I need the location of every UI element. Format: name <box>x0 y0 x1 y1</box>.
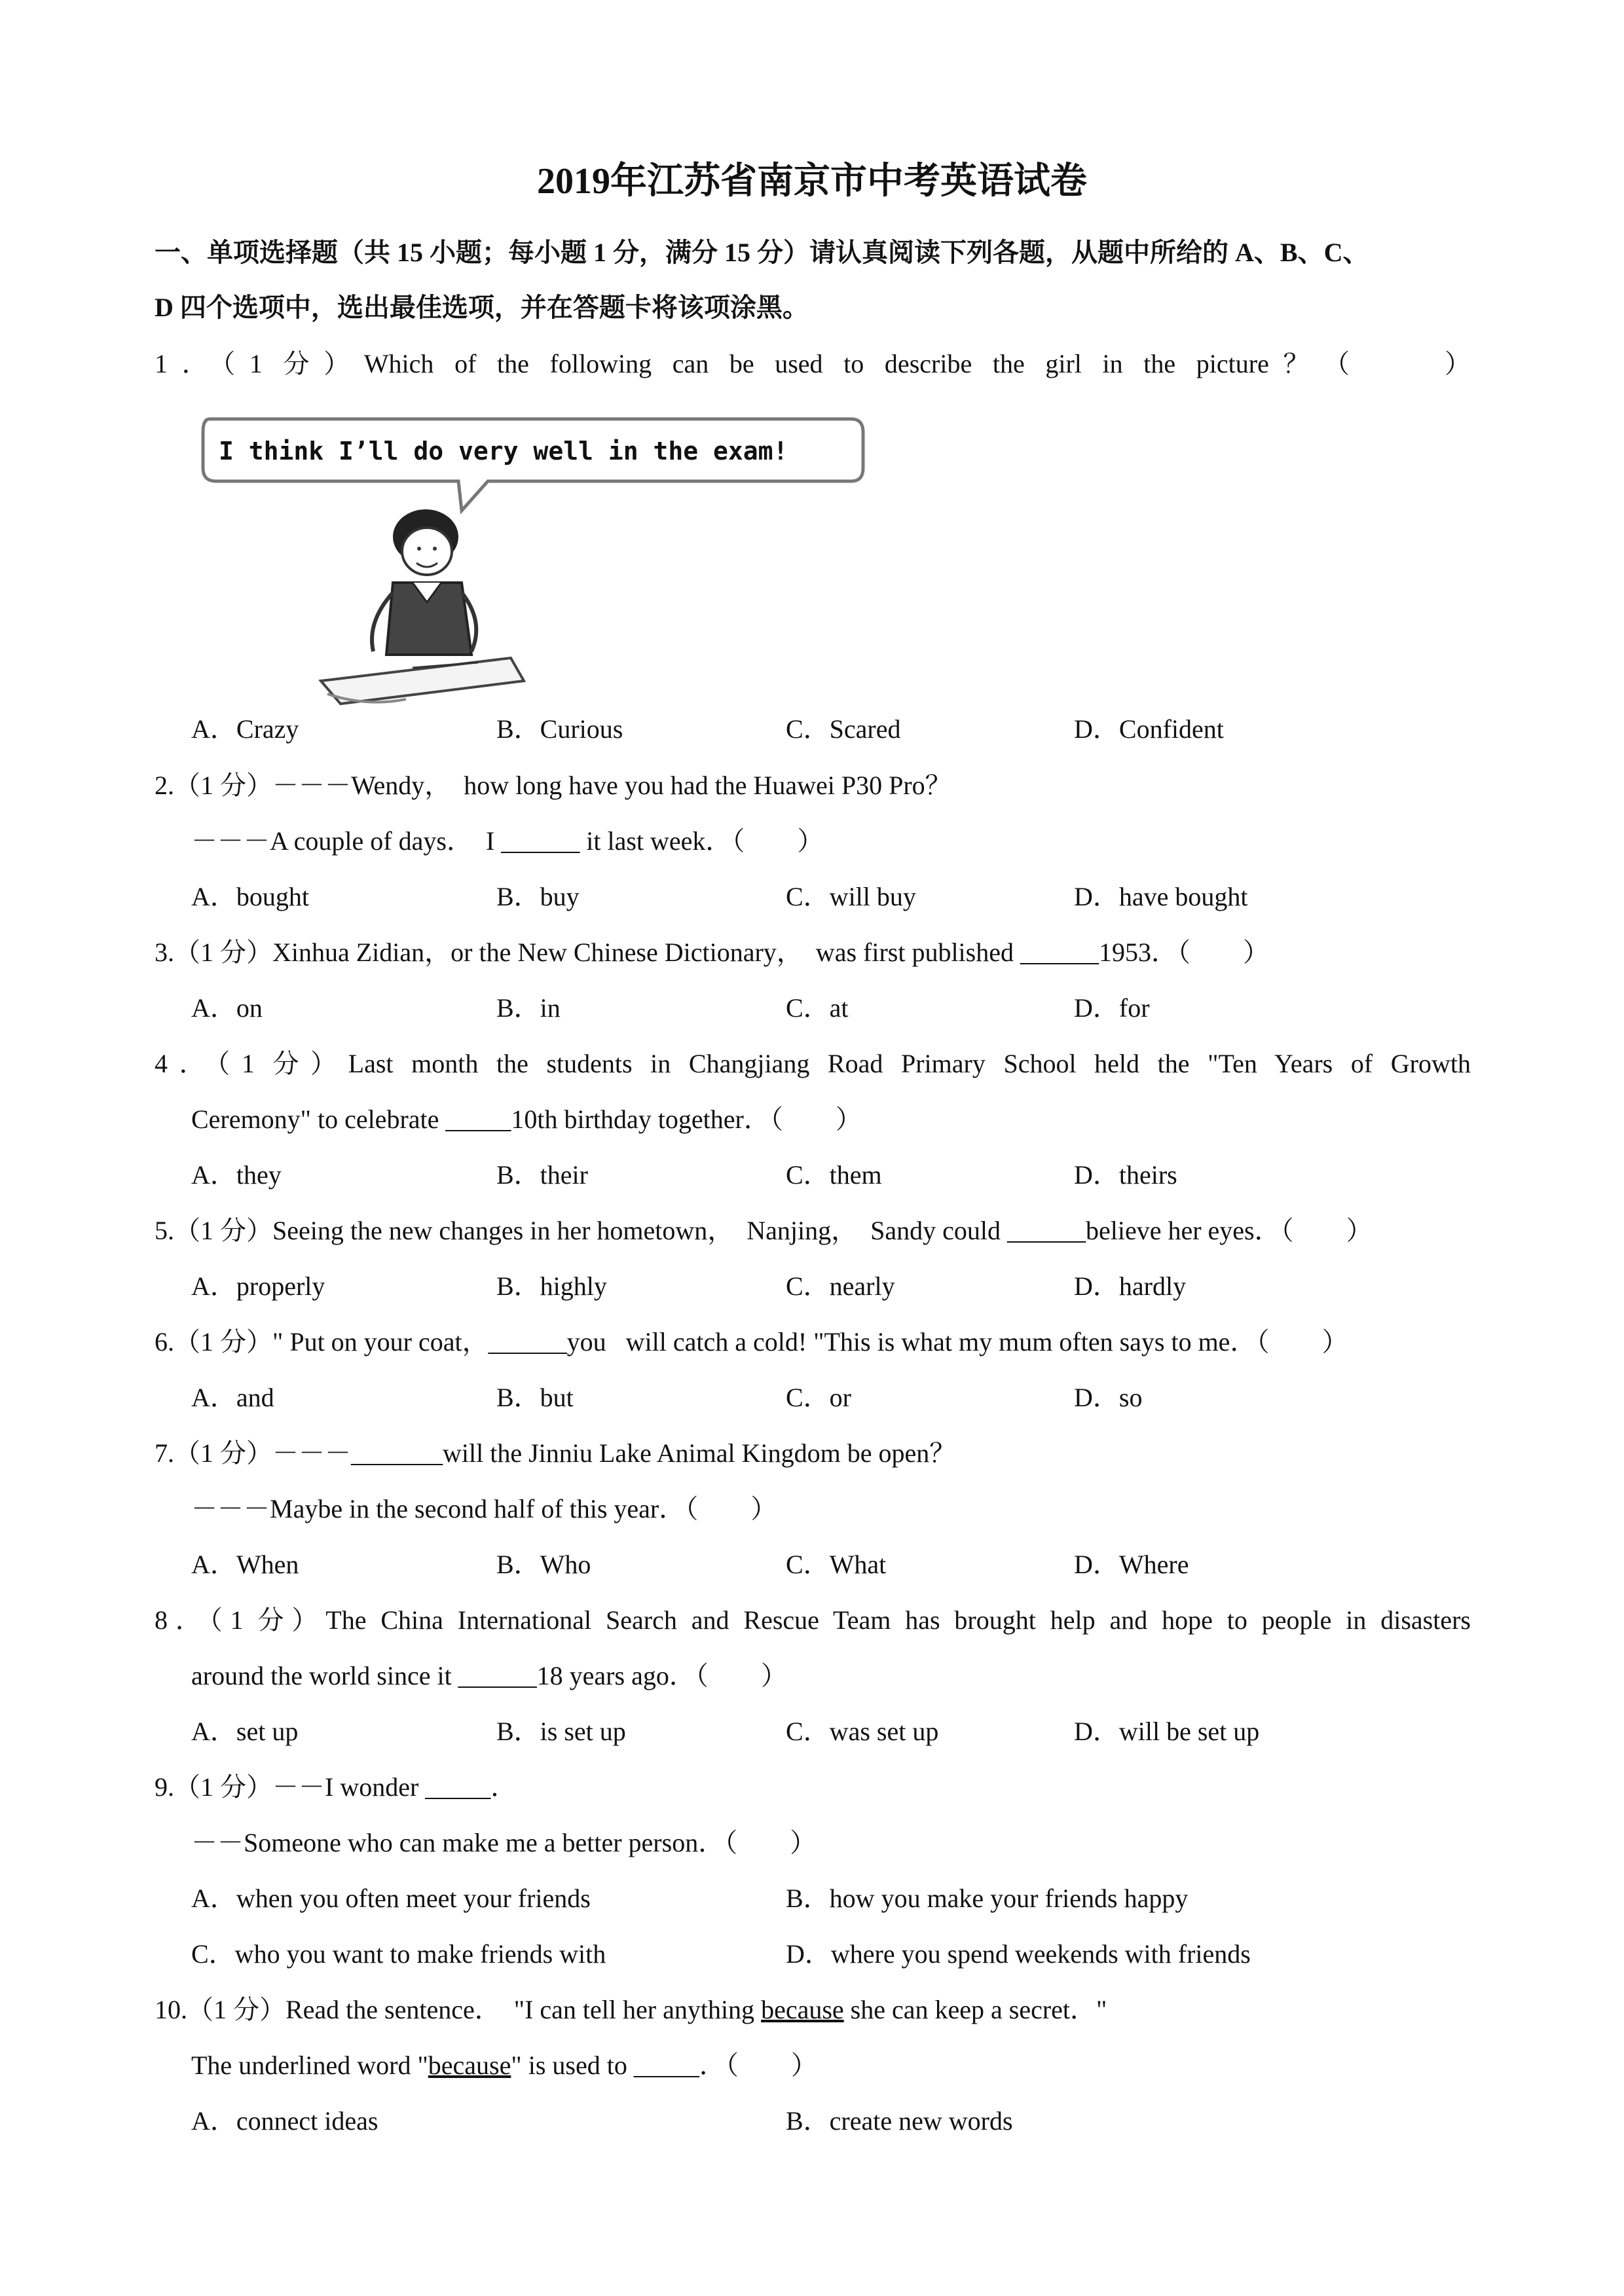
q5-option-a: A．properly <box>191 1271 325 1301</box>
question-8-stem: 8．（1 分）The China International Search and Rescue Team has brought help and hope to people in disasters <box>155 1605 1471 1635</box>
question-8-stem-2: around the world since it ______18 years ago．（ ） <box>191 1661 787 1690</box>
question-9-stem: 9.（1 分）－－I wonder _____． <box>155 1772 517 1802</box>
question-10-stem-2 <box>191 2047 817 2084</box>
q7-option-c: C．What <box>786 1550 887 1579</box>
q6-option-a: A．and <box>191 1383 274 1412</box>
q5-option-d: D．hardly <box>1074 1271 1187 1301</box>
q2-option-d: D．have bought <box>1074 882 1248 911</box>
question-4-stem-2: Ceremony" to celebrate _____10th birthday together．（ ） <box>191 1104 862 1134</box>
section-instructions-line2: D 四个选项中，选出最佳选项，并在答题卡将该项涂黑。 <box>155 293 809 322</box>
underlined-word: because <box>761 1995 844 2024</box>
q9-option-b: B．how you make your friends happy <box>786 1884 1189 1913</box>
q7-option-b: B．Who <box>496 1550 591 1579</box>
underlined-word: because <box>428 2050 511 2080</box>
q10-stem2-part: " is used to _____．（ ） <box>511 2050 817 2080</box>
q6-option-d: D．so <box>1074 1383 1143 1412</box>
q9-option-d: D．where you spend weekends with friends <box>786 1939 1251 1969</box>
q4-option-a: A．they <box>191 1160 282 1190</box>
q3-option-c: C．at <box>786 993 849 1023</box>
question-4-stem: 4．（1 分）Last month the students in Changjiang Road Primary School held the "Ten Years of Growth <box>155 1049 1471 1078</box>
q2-option-b: B．buy <box>496 882 580 911</box>
question-1-stem: 1．（1 分）Which of the following can be used to describe the girl in the picture？（ ） <box>155 349 1471 378</box>
question-10-stem <box>155 1992 1107 2028</box>
q1-option-a: A．Crazy <box>191 714 299 744</box>
question-7-stem: 7.（1 分）－－－_______will the Jinniu Lake Animal Kingdom be open？ <box>155 1438 956 1468</box>
q10-option-a: A．connect ideas <box>191 2106 378 2136</box>
question-3-stem: 3.（1 分）Xinhua Zidian，or the New Chinese Dictionary， was first published ______1953．（ ） <box>155 938 1269 967</box>
q10-stem-part: she can keep a secret．" <box>843 1995 1107 2024</box>
q10-stem2-part: The underlined word " <box>191 2050 428 2080</box>
q9-option-a: A．when you often meet your friends <box>191 1884 591 1913</box>
speech-bubble-text: I think I’ll do very well in the exam! <box>219 437 788 465</box>
q4-option-d: D．theirs <box>1074 1160 1177 1190</box>
question-6-stem: 6.（1 分）" Put on your coat，______you will catch a cold! "This is what my mum often says to me．（ ） <box>155 1327 1348 1357</box>
q10-option-b: B．create new words <box>786 2106 1013 2136</box>
q10-stem-part: 10.（1 分）Read the sentence． "I can tell her anything <box>155 1995 762 2024</box>
q1-option-b: B．Curious <box>496 714 623 744</box>
q8-option-d: D．will be set up <box>1074 1717 1260 1746</box>
q8-option-c: C．was set up <box>786 1717 939 1746</box>
q3-option-d: D．for <box>1074 993 1150 1023</box>
q2-option-c: C．will buy <box>786 882 916 911</box>
q1-option-c: C．Scared <box>786 714 901 744</box>
q4-option-c: C．them <box>786 1160 882 1190</box>
question-2-stem-2: －－－A couple of days． I ______ it last week．（ ） <box>191 826 824 856</box>
q7-option-d: D．Where <box>1074 1550 1189 1579</box>
girl-picture <box>196 406 877 707</box>
q3-option-b: B．in <box>496 993 561 1023</box>
question-9-stem-2: －－Someone who can make me a better person．（ ） <box>191 1828 817 1857</box>
page-title: 2019年江苏省南京市中考英语试卷 <box>537 161 1087 202</box>
section-instructions-line1: 一、单项选择题（共 15 小题；每小题 1 分，满分 15 分）请认真阅读下列各题，从题中所给的 A、B、C、 <box>155 238 1369 267</box>
q7-option-a: A．When <box>191 1550 299 1579</box>
q8-option-a: A．set up <box>191 1717 299 1746</box>
question-7-stem-2: －－－Maybe in the second half of this year．（ ） <box>191 1494 777 1523</box>
desk <box>321 658 524 704</box>
q9-option-c: C．who you want to make friends with <box>191 1939 606 1969</box>
question-2-stem: 2.（1 分）－－－Wendy， how long have you had the Huawei P30 Pro？ <box>155 771 951 800</box>
q1-option-d: D．Confident <box>1074 714 1224 744</box>
q3-option-a: A．on <box>191 993 263 1023</box>
q6-option-c: C．or <box>786 1383 851 1412</box>
q8-option-b: B．is set up <box>496 1717 626 1746</box>
q6-option-b: B．but <box>496 1383 574 1412</box>
q2-option-a: A．bought <box>191 882 309 911</box>
q5-option-b: B．highly <box>496 1271 607 1301</box>
q4-option-b: B．their <box>496 1160 588 1190</box>
question-5-stem: 5.（1 分）Seeing the new changes in her hometown， Nanjing， Sandy could ______believe her eyes．（ ） <box>155 1216 1373 1245</box>
q5-option-c: C．nearly <box>786 1271 895 1301</box>
girl-thinking-illustration <box>196 406 877 710</box>
